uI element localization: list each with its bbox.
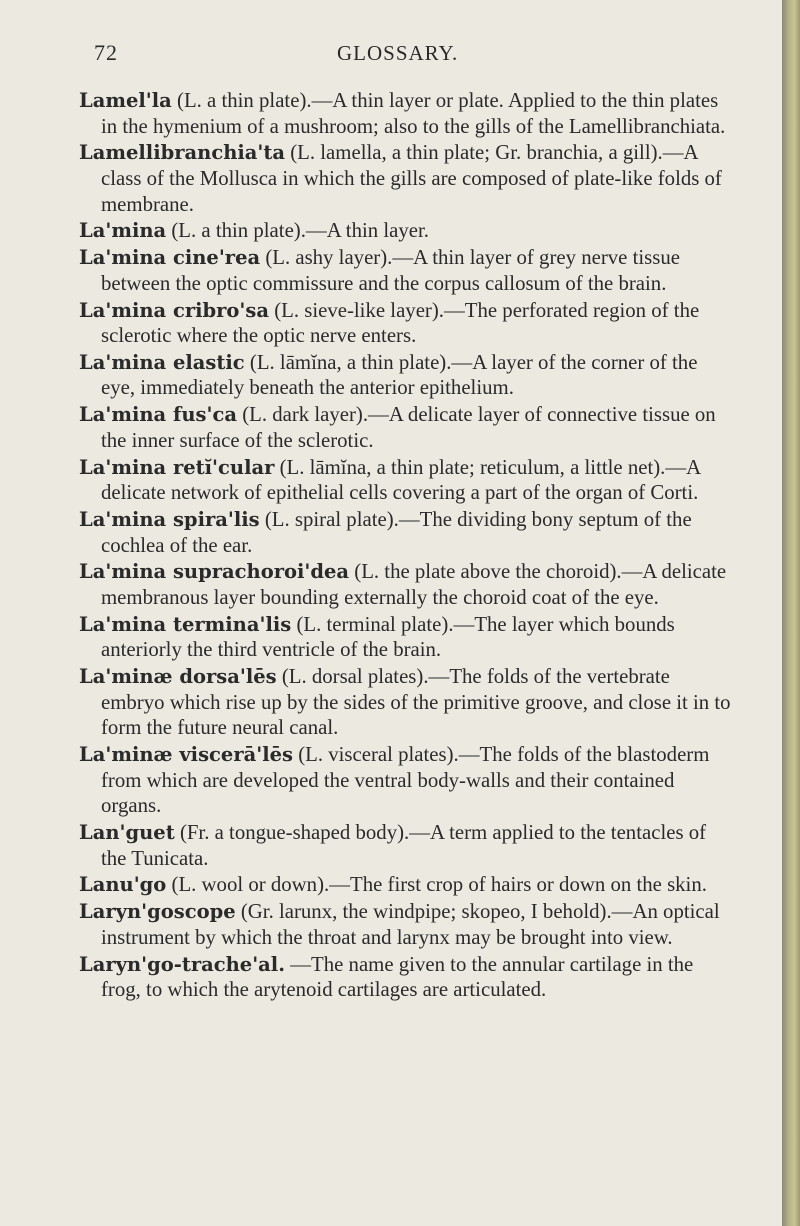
entry-term: La'minæ viscerā'lēs bbox=[79, 743, 294, 767]
entry-term: La'mina elastic bbox=[79, 350, 245, 374]
page-number: 72 bbox=[94, 40, 118, 65]
running-title: GLOSSARY. bbox=[337, 41, 459, 65]
glossary-entry bbox=[79, 350, 731, 401]
entry-term: Laryn'go-trache'al. bbox=[79, 952, 286, 976]
glossary-entry bbox=[79, 245, 731, 296]
page-edge bbox=[782, 0, 800, 1226]
glossary-entries bbox=[79, 88, 731, 1004]
glossary-entry bbox=[79, 559, 731, 610]
entry-term: La'mina bbox=[79, 219, 167, 243]
entry-definition: (L. visceral plates).—The folds of the blastoderm from which are developed the ventral body-walls and their contained organs. bbox=[101, 743, 710, 818]
entry-term: La'mina retĭ'cular bbox=[79, 455, 275, 479]
glossary-entry bbox=[79, 402, 731, 453]
entry-definition: (L. lamella, a thin plate; Gr. branchia, a gill).—A class of the Mollusca in which the gills are composed of plate-like folds of membrane. bbox=[101, 141, 722, 216]
entry-term: Lamellibranchia'ta bbox=[79, 141, 286, 165]
glossary-entry bbox=[79, 820, 731, 871]
entry-definition: (L. terminal plate).—The layer which bounds anteriorly the third ventricle of the brain. bbox=[101, 612, 675, 662]
entry-term: La'mina termina'lis bbox=[79, 612, 292, 636]
entry-definition: (L. lāmĭna, a thin plate).—A layer of the corner of the eye, immediately beneath the anterior epithelium. bbox=[101, 350, 698, 400]
glossary-entry bbox=[79, 298, 731, 349]
glossary-entry bbox=[79, 872, 731, 898]
entry-definition: (L. sieve-like layer).—The perforated region of the sclerotic where the optic nerve enters. bbox=[101, 298, 700, 348]
glossary-entry bbox=[79, 612, 731, 663]
entry-definition: (L. spiral plate).—The dividing bony septum of the cochlea of the ear. bbox=[101, 508, 692, 557]
entry-term: La'mina fus'ca bbox=[79, 403, 237, 427]
glossary-entry bbox=[79, 218, 731, 244]
entry-term: La'mina suprachoroi'dea bbox=[79, 560, 350, 584]
entry-definition: (L. dorsal plates).—The folds of the vertebrate embryo which rise up by the sides of the primitive groove, and close it in to form the future neural canal. bbox=[101, 665, 731, 740]
glossary-entry bbox=[79, 507, 731, 558]
glossary-entry bbox=[79, 899, 731, 950]
entry-definition: (L. the plate above the choroid).—A delicate membranous layer bounding externally the choroid coat of the eye. bbox=[101, 560, 727, 609]
entry-term: La'minæ dorsa'lēs bbox=[79, 665, 277, 689]
entry-term: La'mina cribro'sa bbox=[79, 298, 270, 322]
entry-definition: —The name given to the annular cartilage in the frog, to which the arytenoid cartilages are articulated. bbox=[101, 952, 694, 1002]
glossary-entry bbox=[79, 952, 731, 1003]
entry-definition: (L. a thin plate).—A thin layer or plate. Applied to the thin plates in the hymenium of a mushroom; also to the gills of the Lamellibranchiata. bbox=[101, 89, 726, 138]
glossary-entry bbox=[79, 664, 731, 741]
entry-definition: (L. ashy layer).—A thin layer of grey nerve tissue between the optic commissure and the corpus callosum of the brain. bbox=[101, 246, 680, 295]
page-header bbox=[0, 28, 782, 68]
entry-definition: (Fr. a tongue-shaped body).—A term applied to the tentacles of the Tunicata. bbox=[101, 821, 707, 870]
entry-term: Lamel'la bbox=[79, 89, 172, 112]
glossary-entry bbox=[79, 140, 731, 217]
entry-term: Lanu'go bbox=[79, 873, 167, 897]
entry-term: Laryn'goscope bbox=[79, 900, 236, 924]
entry-term: La'mina cine'rea bbox=[79, 246, 261, 270]
entry-definition: (L. dark layer).—A delicate layer of connective tissue on the inner surface of the sclerotic. bbox=[101, 403, 716, 452]
entry-definition: (L. a thin plate).—A thin layer. bbox=[171, 219, 429, 243]
glossary-entry bbox=[79, 88, 731, 139]
entry-definition: (L. wool or down).—The first crop of hairs or down on the skin. bbox=[171, 873, 707, 897]
entry-definition: (Gr. larunx, the windpipe; skopeo, I behold).—An optical instrument by which the throat and larynx may be brought into view. bbox=[101, 900, 720, 949]
entry-term: Lan'guet bbox=[79, 821, 175, 845]
glossary-entry bbox=[79, 742, 731, 819]
entry-definition: (L. lāmĭna, a thin plate; reticulum, a little net).—A delicate network of epithelial cells covering a part of the organ of Corti. bbox=[101, 455, 701, 505]
entry-term: La'mina spira'lis bbox=[79, 508, 260, 531]
glossary-entry bbox=[79, 455, 731, 506]
